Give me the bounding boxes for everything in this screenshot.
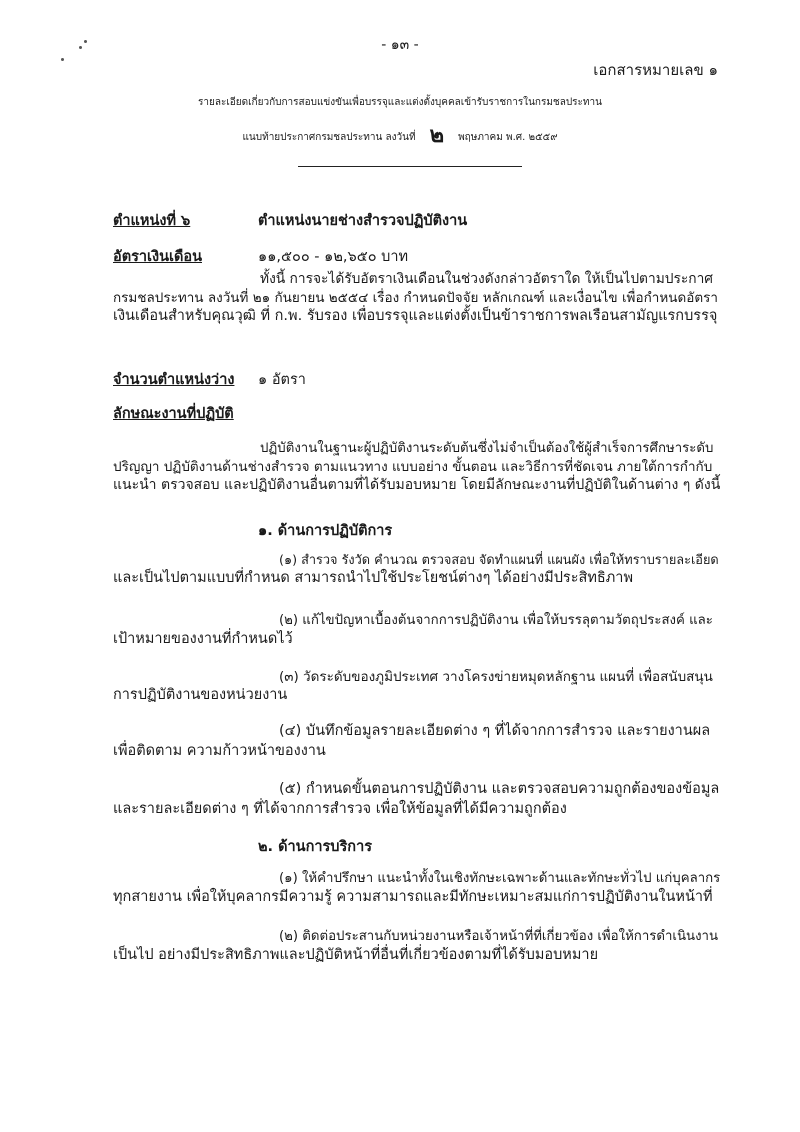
title-announcement-prefix: แนบท้ายประกาศกรมชลประทาน ลงวันที่ xyxy=(242,132,416,143)
salary-note xyxy=(113,270,720,326)
item-line: ทุกสายงาน เพื่อให้บุคลากรมีความรู้ ความสามารถและมีทักษะเหมาะสมแก่การปฏิบัติงานในหน้าที่ xyxy=(113,888,713,905)
item-line: (๒) แก้ไขปัญหาเบื้องต้นจากการปฏิบัติงาน เพื่อให้บรรลุตามวัตถุประสงค์ และ xyxy=(279,613,713,628)
section2-item xyxy=(113,928,720,965)
item-line: เป็นไป อย่างมีประสิทธิภาพและปฏิบัติหน้าที่อื่นที่เกี่ยวข้องตามที่ได้รับมอบหมาย xyxy=(113,946,599,963)
item-line: และรายละเอียดต่าง ๆ ที่ได้จากการสำรวจ เพื่อให้ข้อมูลที่ได้มีความถูกต้อง xyxy=(113,800,567,817)
scan-speck xyxy=(61,58,64,61)
item-line: (๒) ติดต่อประสานกับหน่วยงานหรือเจ้าหน้าที่ที่เกี่ยวข้อง เพื่อให้การดำเนินงาน xyxy=(279,929,719,944)
item-line: (๑) สำรวจ รังวัด คำนวณ ตรวจสอบ จัดทำแผนที่ แผนผัง เพื่อให้ทราบรายละเอียด xyxy=(279,553,719,568)
title-divider xyxy=(298,166,522,167)
duties-intro-line: ปฏิบัติงานในฐานะผู้ปฏิบัติงานระดับต้นซึ่งไม่จำเป็นต้องใช้ผู้สำเร็จการศึกษาระดับ xyxy=(260,441,714,456)
item-line: (๑) ให้คำปรึกษา แนะนำทั้งในเชิงทักษะเฉพาะด้านและทักษะทั่วไป แก่บุคลากร xyxy=(279,871,721,886)
salary-label: อัตราเงินเดือน xyxy=(113,249,202,265)
item-line: และเป็นไปตามแบบที่กำหนด สามารถนำไปใช้ประโยชน์ต่างๆ ได้อย่างมีประสิทธิภาพ xyxy=(113,570,634,587)
section1-item xyxy=(113,612,720,649)
item-line: เพื่อติดตาม ความก้าวหน้าของงาน xyxy=(113,742,326,759)
duties-label: ลักษณะงานที่ปฏิบัติ xyxy=(113,406,234,422)
item-line: (๓) วัดระดับของภูมิประเทศ วางโครงข่ายหมุดหลักฐาน แผนที่ เพื่อสนับสนุน xyxy=(279,669,713,685)
duties-intro-line: แนะนำ ตรวจสอบ และปฏิบัติงานอื่นตามที่ได้รับมอบหมาย โดยมีลักษณะงานที่ปฏิบัติในด้านต่าง ๆ ดังนี้ xyxy=(113,477,721,494)
position-value: ตำแหน่งนายช่างสำรวจปฏิบัติงาน xyxy=(258,213,468,229)
section1-item xyxy=(113,552,720,589)
position-label: ตำแหน่งที่ ๖ xyxy=(113,213,191,229)
section2-item xyxy=(113,870,720,907)
document-reference: เอกสารหมายเลข ๑ xyxy=(593,61,718,79)
vacancy-value: ๑ อัตรา xyxy=(258,372,306,388)
salary-note-line: ทั้งนี้ การจะได้รับอัตราเงินเดือนในช่วงดังกล่าวอัตราใด ให้เป็นไปตามประกาศ xyxy=(260,271,714,287)
item-line: (๔) บันทึกข้อมูลรายละเอียดต่าง ๆ ที่ได้จากการสำรวจ และรายงานผล xyxy=(279,723,711,739)
section1-item xyxy=(113,668,720,706)
item-line: การปฏิบัติงานของหน่วยงาน xyxy=(113,687,288,704)
section1-item xyxy=(113,780,720,819)
document-title-line1: รายละเอียดเกี่ยวกับการสอบแข่งขันเพื่อบรรจุและแต่งตั้งบุคคลเข้ารับราชการในกรมชลประทาน xyxy=(198,97,602,108)
item-line: (๕) กำหนดขั้นตอนการปฏิบัติงาน และตรวจสอบความถูกต้องของข้อมูล xyxy=(279,781,720,797)
duties-intro xyxy=(113,440,720,495)
item-line: เป้าหมายของงานที่กำหนดไว้ xyxy=(113,630,293,647)
title-date-day: ๒ xyxy=(429,123,445,148)
section1-heading: ๑. ด้านการปฏิบัติการ xyxy=(258,523,393,539)
section1-item xyxy=(113,722,720,761)
document-title-line2 xyxy=(0,121,800,151)
title-date-rest: พฤษภาคม พ.ศ. ๒๕๕๙ xyxy=(458,132,558,143)
vacancy-label: จำนวนตำแหน่งว่าง xyxy=(113,372,235,388)
duties-intro-line: ปริญญา ปฏิบัติงานด้านช่างสำรวจ ตามแนวทาง แบบอย่าง ขั้นตอน และวิธีการที่ชัดเจน ภายใต้การกำกับ xyxy=(113,458,713,475)
page-number: - ๑๓ - xyxy=(381,37,419,53)
salary-value: ๑๑,๕๐๐ - ๑๒,๖๕๐ บาท xyxy=(258,249,409,265)
salary-note-line: เงินเดือนสำหรับคุณวุฒิ ที่ ก.พ. รับรอง เพื่อบรรจุและแต่งตั้งเป็นข้าราชการพลเรือนสามัญแรกบรรจุ xyxy=(113,307,718,324)
salary-note-line: กรมชลประทาน ลงวันที่ ๒๑ กันยายน ๒๕๕๔ เรื่อง กำหนดปัจจัย หลักเกณฑ์ และเงื่อนไข เพื่อกำหนดอัตรา xyxy=(113,289,718,306)
section2-heading: ๒. ด้านการบริการ xyxy=(258,839,372,855)
